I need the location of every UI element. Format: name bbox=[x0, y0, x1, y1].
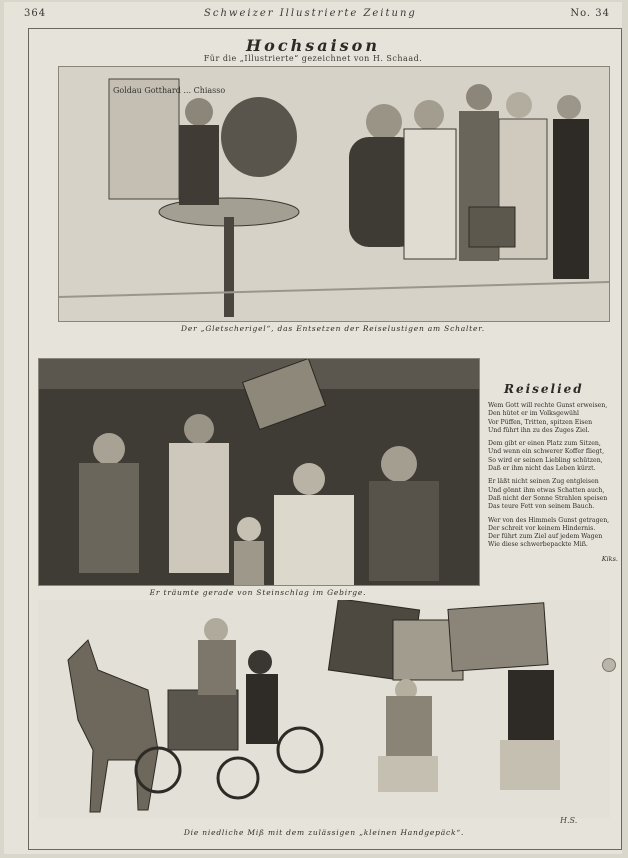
poem-author: Kiks. bbox=[601, 554, 618, 563]
artist-signature: H.S. bbox=[560, 816, 578, 825]
poem-line: Dem gibt er einen Platz zum Sitzen, bbox=[488, 440, 601, 448]
magazine-page bbox=[4, 2, 622, 854]
poem-line: Er läßt nicht seinen Zug entgleisen bbox=[488, 478, 599, 486]
poem-line: Und gönnt ihm etwas Schatten auch, bbox=[488, 486, 605, 494]
poem-line: Das teure Fett von seinem Bauch. bbox=[488, 503, 595, 511]
poem-line: Den hütet er im Volksgewühl bbox=[488, 410, 579, 418]
poem-line: Und führt ihn zu des Zuges Ziel. bbox=[488, 426, 590, 434]
illustration-carriage-luggage bbox=[38, 600, 610, 818]
poem-stanza bbox=[488, 478, 618, 511]
poem-stanza bbox=[488, 440, 618, 473]
illustration-ticket-counter bbox=[58, 66, 610, 322]
poem-line: Vor Püffen, Tritten, spitzen Eisen bbox=[488, 418, 593, 426]
publication-name: Schweizer Illustrierte Zeitung bbox=[204, 8, 417, 19]
caption-train-crowd: Er träumte gerade von Steinschlag im Gebirge. bbox=[149, 588, 367, 597]
page-number: 364 bbox=[24, 8, 47, 19]
poem-line: So wird er seinen Liebling schützen, bbox=[488, 456, 603, 464]
poem-line: Und wenn ein schwerer Koffer fliegt, bbox=[488, 448, 605, 456]
poem-line: Wem Gott will rechte Gunst erweisen, bbox=[488, 402, 608, 409]
poem-title: Reiselied bbox=[504, 382, 584, 396]
issue-number: No. 34 bbox=[570, 8, 610, 19]
caption-carriage-luggage: Die niedliche Miß mit dem zulässigen „kleinen Handgepäck“. bbox=[183, 828, 465, 837]
poem-line: Daß nicht der Sonne Strahlen speisen bbox=[488, 494, 608, 502]
poem-line: Der schreit vor keinem Hindernis. bbox=[488, 524, 596, 532]
article-title: Hochsaison bbox=[246, 36, 380, 55]
poem-line: Der führt zum Ziel auf jedem Wagen bbox=[488, 533, 603, 541]
poem-stanza bbox=[488, 402, 618, 435]
poem-line: Wie diese schwerbepackte Miß. bbox=[488, 541, 588, 549]
poem-line: Wer von des Himmels Gunst getragen, bbox=[488, 516, 610, 524]
poem-body bbox=[488, 402, 618, 563]
caption-ticket-counter: Der „Gletscherigel“, das Entsetzen der Reiselustigen am Schalter. bbox=[181, 324, 485, 333]
article-subtitle: Für die „Illustrierte“ gezeichnet von H. Schaad. bbox=[203, 54, 423, 63]
counter-sign-text: Goldau Gotthard ... Chiasso bbox=[113, 86, 226, 95]
poem-line: Daß er ihm nicht das Leben kürzt. bbox=[488, 465, 596, 473]
binding-hole bbox=[602, 658, 616, 672]
poem-stanza bbox=[488, 517, 618, 550]
illustration-train-crowd bbox=[38, 358, 480, 586]
